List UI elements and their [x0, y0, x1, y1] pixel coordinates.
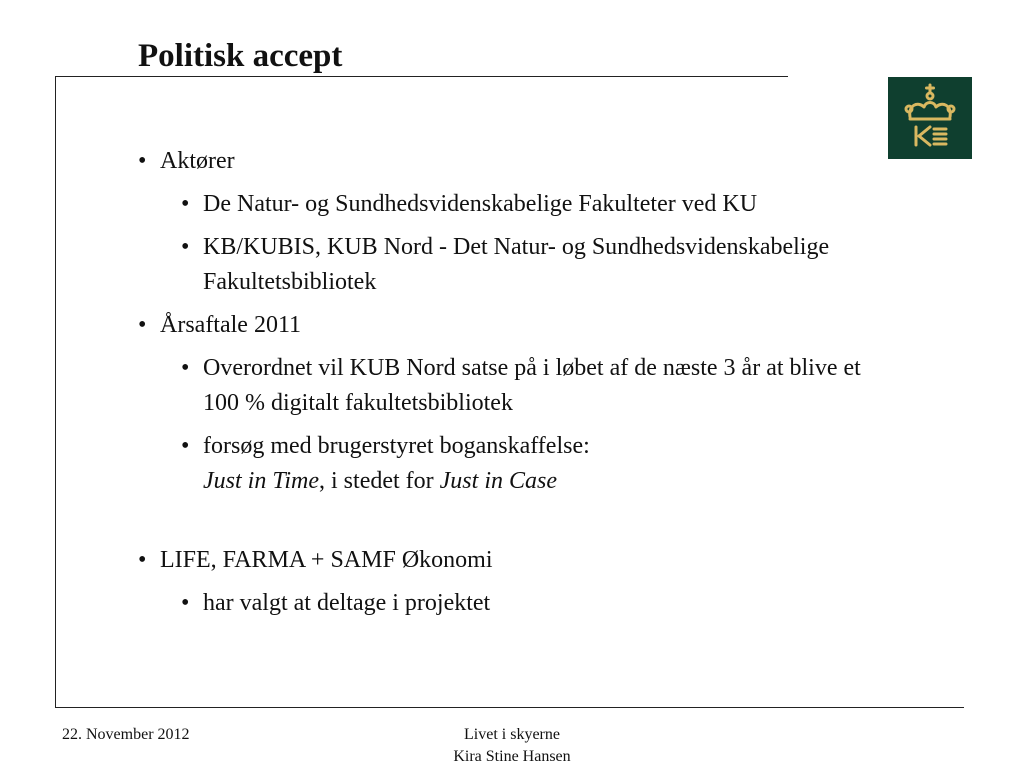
bullet-text: KB/KUBIS, KUB Nord - Det Natur- og Sundhedsvidenskabelige Fakultetsbibliotek: [203, 234, 830, 295]
crown-k-logo-icon: [888, 77, 972, 159]
frame-left-line: [55, 76, 56, 708]
bullet-text: De Natur- og Sundhedsvidenskabelige Fakulteter ved KU: [203, 191, 758, 217]
bullet-dot: •: [181, 433, 190, 459]
footer-date: 22. November 2012: [62, 726, 190, 743]
bullet-dot: •: [181, 191, 190, 217]
bullet-dot: •: [181, 355, 190, 381]
bullet-text: Overordnet vil KUB Nord satse på i løbet af de næste 3 år at blive et 100 % digitalt fakultetsbibliotek: [203, 355, 861, 416]
bullet-aktorer: [138, 144, 878, 179]
bullet-dot: •: [138, 148, 147, 174]
sub-bullet-boganskaffelse: [138, 429, 878, 499]
bullet-text: LIFE, FARMA + SAMF Økonomi: [160, 547, 493, 573]
slide-body: [138, 144, 878, 621]
bullet-life-farma: [138, 543, 878, 578]
frame-bottom-line: [55, 707, 964, 708]
sub-bullet-fakulteter: [138, 187, 878, 222]
just-in-case-text: Just in Case: [439, 468, 557, 494]
bullet-text: har valgt at deltage i projektet: [203, 590, 491, 616]
footer-center: [412, 724, 612, 768]
instead-of-text: , i stedet for: [319, 468, 440, 494]
just-in-time-text: Just in Time: [203, 468, 320, 494]
slide-title: Politisk accept: [138, 38, 343, 74]
bullet-dot: •: [181, 234, 190, 260]
footer-title: Livet i skyerne: [464, 726, 560, 743]
bullet-dot: •: [138, 312, 147, 338]
sub-bullet-projektet: [138, 586, 878, 621]
sub-bullet-digitalt: [138, 351, 878, 421]
bullet-text-line1: forsøg med brugerstyret boganskaffelse:: [203, 433, 590, 459]
sub-bullet-kub-nord: [138, 230, 878, 300]
bullet-text: Aktører: [160, 148, 235, 174]
bullet-arsaftale: [138, 308, 878, 343]
bullet-dot: •: [181, 590, 190, 616]
bullet-dot: •: [138, 547, 147, 573]
frame-top-line: [55, 76, 788, 77]
footer-author: Kira Stine Hansen: [453, 748, 571, 765]
bullet-text: Årsaftale 2011: [160, 312, 302, 338]
